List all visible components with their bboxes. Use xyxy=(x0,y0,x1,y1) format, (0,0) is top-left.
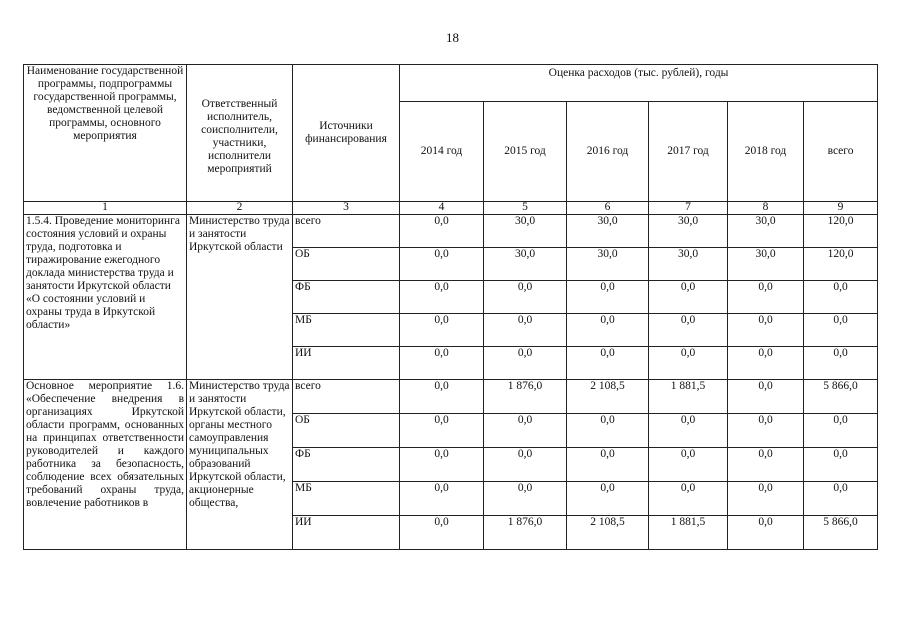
header-row xyxy=(24,65,878,102)
year-value-cell: 0,0 xyxy=(567,414,649,448)
year-value-cell: 0,0 xyxy=(400,215,484,248)
page-number: 18 xyxy=(446,30,459,45)
year-value-cell: 0,0 xyxy=(400,448,484,482)
year-value-cell: 30,0 xyxy=(484,248,567,281)
year-value-cell: 0,0 xyxy=(728,448,804,482)
year-value-cell: 0,0 xyxy=(728,380,804,414)
year-value-cell: 0,0 xyxy=(400,314,484,347)
column-number: 7 xyxy=(649,202,728,215)
funding-source-cell: ФБ xyxy=(293,448,400,482)
year-value-cell: 30,0 xyxy=(649,248,728,281)
year-value-cell: 0,0 xyxy=(400,347,484,380)
year-value-cell: 0,0 xyxy=(567,482,649,516)
year-value-cell: 0,0 xyxy=(649,314,728,347)
year-value-cell: 0,0 xyxy=(400,516,484,550)
year-value-cell: 0,0 xyxy=(728,314,804,347)
year-value-cell: 2 108,5 xyxy=(567,380,649,414)
year-value-cell: 0,0 xyxy=(484,482,567,516)
column-numbers-row xyxy=(24,202,878,215)
total-value-cell: 5 866,0 xyxy=(804,516,878,550)
column-number: 1 xyxy=(24,202,187,215)
year-value-cell: 0,0 xyxy=(400,380,484,414)
year-value-cell: 0,0 xyxy=(649,482,728,516)
header-responsible: Ответственный исполнитель, соисполнители, участники, исполнители мероприятий xyxy=(187,65,293,202)
column-number: 9 xyxy=(804,202,878,215)
header-cost-estimate: Оценка расходов (тыс. рублей), годы xyxy=(400,65,878,102)
funding-source-cell: ИИ xyxy=(293,347,400,380)
year-value-cell: 1 881,5 xyxy=(649,516,728,550)
header-funding-sources: Источники финансирования xyxy=(293,65,400,202)
year-value-cell: 0,0 xyxy=(567,281,649,314)
year-value-cell: 0,0 xyxy=(649,448,728,482)
year-value-cell: 0,0 xyxy=(728,347,804,380)
year-value-cell: 0,0 xyxy=(728,516,804,550)
total-value-cell: 0,0 xyxy=(804,482,878,516)
header-year-2017: 2017 год xyxy=(649,102,728,202)
funding-source-cell: всего xyxy=(293,380,400,414)
year-value-cell: 0,0 xyxy=(484,414,567,448)
program-name-cell: Основное мероприятие 1.6. «Обеспечение внедрения в организациях Иркутской области программ, основанных на принципах ответственности руководителей и каждого работника за безопасность, соблюдение всех обязательных требований охраны труда, вовлечение работников в xyxy=(24,380,187,550)
header-year-2018: 2018 год xyxy=(728,102,804,202)
budget-table xyxy=(23,64,878,550)
funding-source-cell: ИИ xyxy=(293,516,400,550)
total-value-cell: 120,0 xyxy=(804,248,878,281)
year-value-cell: 0,0 xyxy=(484,347,567,380)
year-value-cell: 0,0 xyxy=(649,414,728,448)
responsible-cell: Министерство труда и занятости Иркутской области, органы местного самоуправления муниципальных образований Иркутской области, акционерные общества, xyxy=(187,380,293,550)
year-value-cell: 30,0 xyxy=(567,248,649,281)
funding-source-cell: МБ xyxy=(293,314,400,347)
year-value-cell: 0,0 xyxy=(484,448,567,482)
column-number: 2 xyxy=(187,202,293,215)
year-value-cell: 30,0 xyxy=(649,215,728,248)
column-number: 6 xyxy=(567,202,649,215)
year-value-cell: 0,0 xyxy=(400,414,484,448)
year-value-cell: 0,0 xyxy=(400,281,484,314)
total-value-cell: 0,0 xyxy=(804,414,878,448)
year-value-cell: 0,0 xyxy=(484,314,567,347)
year-value-cell: 30,0 xyxy=(728,215,804,248)
year-value-cell: 0,0 xyxy=(649,347,728,380)
funding-source-cell: всего xyxy=(293,215,400,248)
year-value-cell: 1 876,0 xyxy=(484,516,567,550)
year-value-cell: 0,0 xyxy=(567,314,649,347)
year-value-cell: 0,0 xyxy=(728,482,804,516)
year-value-cell: 0,0 xyxy=(400,248,484,281)
year-value-cell: 30,0 xyxy=(728,248,804,281)
year-value-cell: 30,0 xyxy=(567,215,649,248)
total-value-cell: 5 866,0 xyxy=(804,380,878,414)
year-value-cell: 1 876,0 xyxy=(484,380,567,414)
year-value-cell: 0,0 xyxy=(400,482,484,516)
year-value-cell: 2 108,5 xyxy=(567,516,649,550)
program-name-cell: 1.5.4. Проведение мониторинга состояния условий и охраны труда, подготовка и тиражирование ежегодного доклада министерства труда и занятости Иркутской области «О состоянии условий и охраны труда в Иркутской области» xyxy=(24,215,187,380)
column-number: 4 xyxy=(400,202,484,215)
column-number: 5 xyxy=(484,202,567,215)
year-value-cell: 0,0 xyxy=(567,347,649,380)
funding-source-cell: МБ xyxy=(293,482,400,516)
year-value-cell: 0,0 xyxy=(728,281,804,314)
year-value-cell: 0,0 xyxy=(649,281,728,314)
header-program-name: Наименование государственной программы, подпрограммы государственной программы, ведомственной целевой программы, основного мероприятия xyxy=(24,65,187,202)
funding-source-cell: ОБ xyxy=(293,248,400,281)
year-value-cell: 30,0 xyxy=(484,215,567,248)
total-value-cell: 0,0 xyxy=(804,448,878,482)
total-value-cell: 0,0 xyxy=(804,347,878,380)
funding-source-cell: ФБ xyxy=(293,281,400,314)
total-value-cell: 0,0 xyxy=(804,281,878,314)
header-year-2016: 2016 год xyxy=(567,102,649,202)
table-row xyxy=(24,215,878,248)
header-year-2014: 2014 год xyxy=(400,102,484,202)
year-value-cell: 0,0 xyxy=(728,414,804,448)
responsible-cell: Министерство труда и занятости Иркутской области xyxy=(187,215,293,380)
column-number: 3 xyxy=(293,202,400,215)
header-year-2015: 2015 год xyxy=(484,102,567,202)
table-row xyxy=(24,380,878,414)
header-total: всего xyxy=(804,102,878,202)
column-number: 8 xyxy=(728,202,804,215)
funding-source-cell: ОБ xyxy=(293,414,400,448)
year-value-cell: 0,0 xyxy=(567,448,649,482)
total-value-cell: 120,0 xyxy=(804,215,878,248)
year-value-cell: 0,0 xyxy=(484,281,567,314)
year-value-cell: 1 881,5 xyxy=(649,380,728,414)
total-value-cell: 0,0 xyxy=(804,314,878,347)
